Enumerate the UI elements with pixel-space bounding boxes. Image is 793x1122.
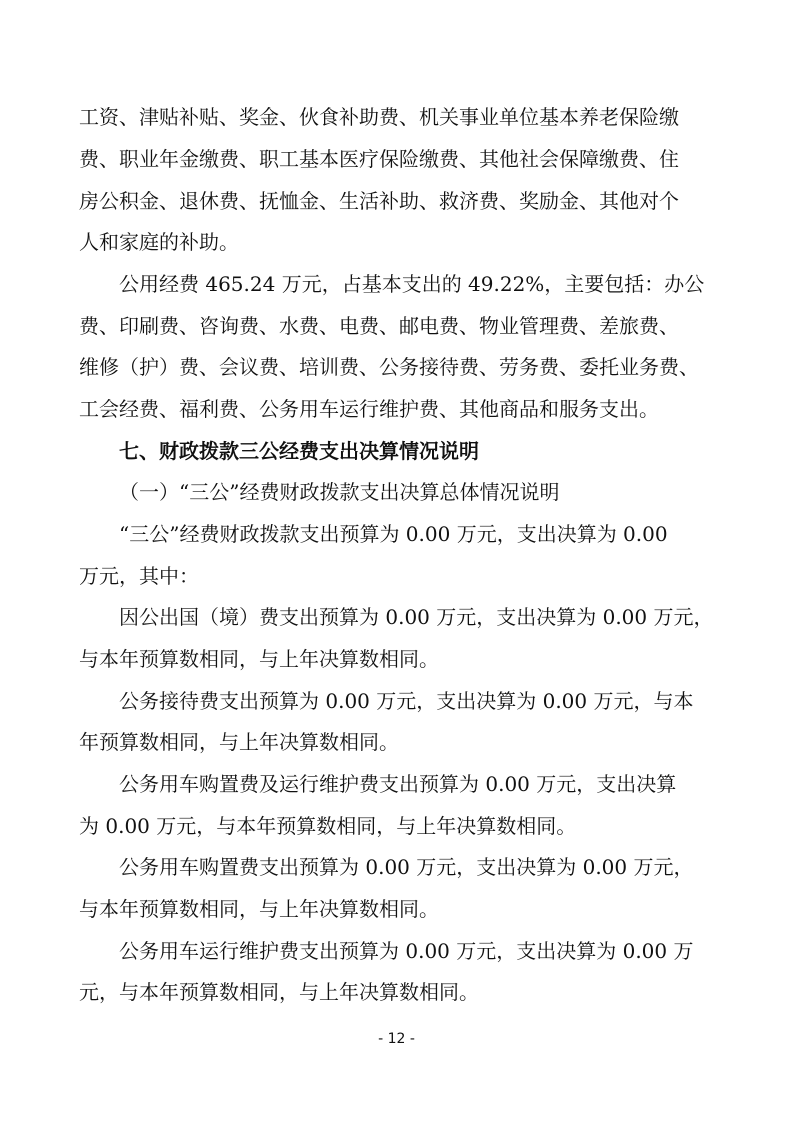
body-text-line: 与本年预算数相同，与上年决算数相同。: [79, 647, 439, 671]
body-text-line: 元，与本年预算数相同，与上年决算数相同。: [79, 980, 479, 1004]
body-text-line: 公务用车购置费及运行维护费支出预算为 0.00 万元，支出决算: [119, 772, 677, 796]
body-text-line: 万元，其中：: [79, 564, 199, 588]
body-text-line: 公务接待费支出预算为 0.00 万元，支出决算为 0.00 万元，与本: [119, 689, 694, 713]
body-text-line: 维修（护）费、会议费、培训费、公务接待费、劳务费、委托业务费、: [79, 355, 699, 379]
body-text-line: 房公积金、退休费、抚恤金、生活补助、救济费、奖励金、其他对个: [79, 189, 679, 213]
body-text-line: 工会经费、福利费、公务用车运行维护费、其他商品和服务支出。: [79, 397, 659, 421]
body-text-line: 年预算数相同，与上年决算数相同。: [79, 730, 399, 754]
body-text-line: 公务用车运行维护费支出预算为 0.00 万元，支出决算为 0.00 万: [119, 939, 694, 963]
subsection-heading: （一）“三公”经费财政拨款支出决算总体情况说明: [119, 480, 560, 504]
body-text-line: 公务用车购置费支出预算为 0.00 万元，支出决算为 0.00 万元，: [119, 855, 694, 879]
body-text-line: 费、印刷费、咨询费、水费、电费、邮电费、物业管理费、差旅费、: [79, 314, 679, 338]
page-number: - 12 -: [378, 1031, 415, 1047]
body-text-line: 人和家庭的补助。: [79, 230, 239, 254]
body-text-line: 与本年预算数相同，与上年决算数相同。: [79, 897, 439, 921]
body-text-line: 因公出国（境）费支出预算为 0.00 万元，支出决算为 0.00 万元，: [119, 605, 714, 629]
section-heading: 七、财政拨款三公经费支出决算情况说明: [119, 439, 479, 463]
body-text-line: “三公”经费财政拨款支出预算为 0.00 万元，支出决算为 0.00: [119, 522, 668, 546]
body-text-line: 为 0.00 万元，与本年预算数相同，与上年决算数相同。: [79, 814, 577, 838]
body-text-line: 工资、津贴补贴、奖金、伙食补助费、机关事业单位基本养老保险缴: [79, 105, 679, 129]
body-text-line: 公用经费 465.24 万元，占基本支出的 49.22%，主要包括：办公: [119, 272, 705, 296]
body-text-line: 费、职业年金缴费、职工基本医疗保险缴费、其他社会保障缴费、住: [79, 147, 679, 171]
